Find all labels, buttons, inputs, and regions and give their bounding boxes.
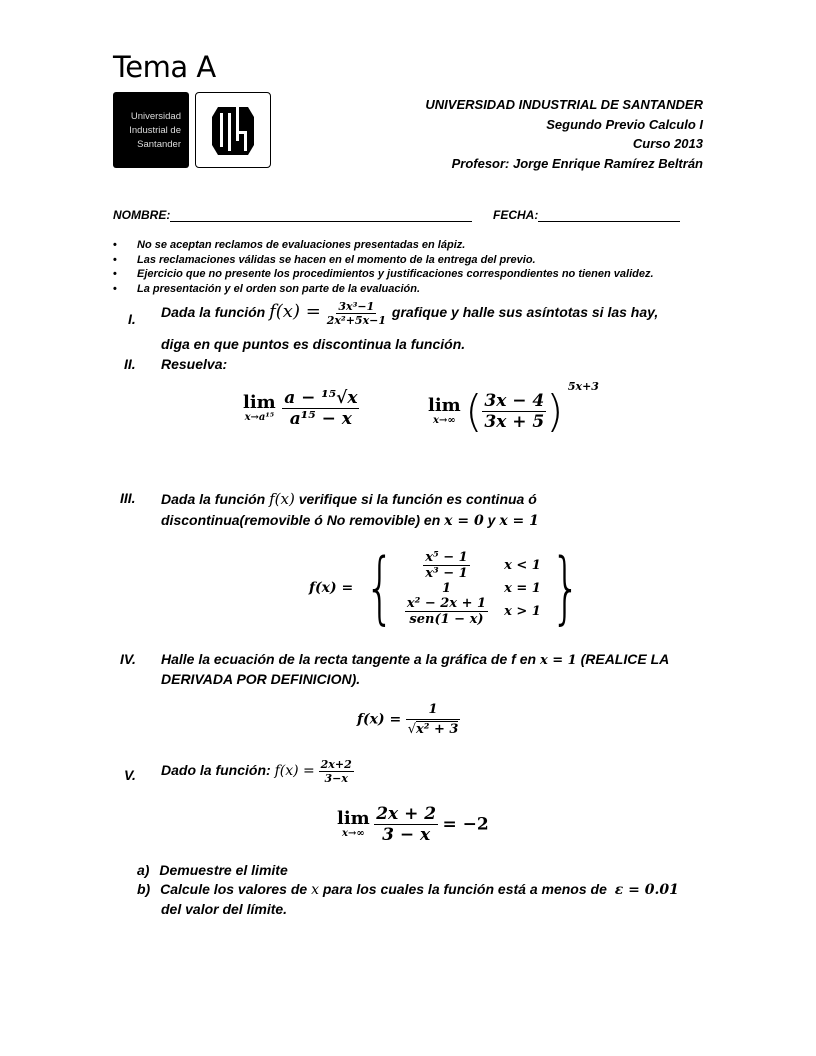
limit-operator [337,810,370,839]
lim-text: lim [428,395,461,416]
uis-emblem-icon [195,92,271,168]
q1-fraction [325,300,388,327]
uis-emblem-svg [196,93,270,167]
part-text: Demuestre el limite [159,862,288,878]
rule-item: • Las reclamaciones válidas se hacen en el momento de la entrega del previo. [113,253,654,268]
numerator: 3x³−1 [338,300,375,313]
lim-subscript: x→∞ [433,415,456,426]
date-label: FECHA: [493,208,539,222]
q1-text: Dada la función [161,304,266,321]
question-2: Resuelva: [161,356,228,372]
denominator: 2x²+5x−1 [326,314,387,327]
epsilon-value: ε = 0.01 [614,882,679,898]
limit-expression-1 [243,388,359,429]
question-1 [161,300,658,327]
rule-item: • Ejercicio que no presente los procedimientos y justificaciones correspondientes no tienen validez. [113,267,654,282]
right-paren: ) [546,386,564,437]
question-number: III. [120,490,136,506]
piecewise-cases [405,550,541,627]
denominator: 3−x [324,772,348,785]
denominator: 3 − x [382,825,431,845]
limit-result: = −2 [442,814,489,835]
limit-operator [428,397,461,426]
question-4 [161,651,669,668]
q1-text: grafique y halle sus asíntotas si las hay, [391,304,659,321]
case-condition: x = 1 [504,580,541,596]
piecewise-lhs: f(x) = [309,580,354,596]
q5-part-b [137,881,679,898]
exponent: 5x+3 [567,379,599,393]
q3-func: f(x) [269,490,295,508]
exam-name: Segundo Previo Calculo I [546,117,703,132]
left-paren: ( [465,386,483,437]
q4-point: x = 1 [539,653,577,668]
exam-version-title: Tema A [113,50,216,84]
part-variable: x [311,882,319,898]
q5-part-b-cont: del valor del límite. [161,901,288,917]
q3-text: discontinua(removible ó No removible) en [161,512,441,528]
question-5 [161,758,354,785]
q5-part-a [137,862,288,878]
denominator: 3x + 5 [484,412,545,432]
question-3 [161,490,537,508]
left-brace: { [365,543,395,633]
case-expression [405,596,488,627]
right-brace: } [550,543,581,633]
university-logo-text [113,92,189,168]
denominator: x³ − 1 [425,565,468,581]
q4-fraction [406,702,461,737]
part-label: b) [137,881,151,897]
limit-fraction [282,388,359,429]
rule-item: • La presentación y el orden son parte de la evaluación. [113,282,654,297]
question-4-cont: DERIVADA POR DEFINICION). [161,671,361,687]
part-text: para los cuales la función está a menos de [322,881,607,897]
piecewise-function [309,543,590,633]
numerator: 2x+2 [320,758,352,771]
q1-text-cont: diga en que puntos es discontinua la función. [161,336,466,352]
case-condition: x < 1 [504,557,541,573]
rules-list [113,238,654,297]
numerator: 1 [428,702,438,717]
q4-func: f(x) = [357,711,402,728]
q1-func: f(x) = [269,301,321,323]
lim-subscript: x→∞ [342,828,365,839]
limit-expression-2 [428,379,599,437]
question-number: II. [124,356,136,372]
lim-text: lim [337,808,370,829]
rule-item: • No se aceptan reclamos de evaluaciones presentadas en lápiz. [113,238,654,253]
radicand: x² + 3 [415,722,459,737]
lim-subscript: x→a¹⁵ [244,412,275,423]
case-expression [405,550,488,581]
limit-operator [243,394,276,423]
name-label: NOMBRE: [113,208,171,222]
lim-text: lim [243,392,276,413]
q4-text: (REALICE LA [580,651,670,667]
question-number: I. [128,311,136,327]
university-name: UNIVERSIDAD INDUSTRIAL DE SANTANDER [425,97,703,112]
denominator: sen(1 − x) [409,611,484,627]
q3-point: x = 0 [444,513,484,529]
numerator: x⁵ − 1 [425,549,468,565]
logo-text-line: Industrial de [129,125,181,136]
course-year: Curso 2013 [632,136,703,151]
numerator: x² − 2x + 1 [406,595,487,611]
professor-name: Profesor: Jorge Enrique Ramírez Beltrán [451,156,703,171]
q5-limit [337,804,489,845]
q5-text: Dado la función: [161,762,271,779]
denominator [406,719,461,737]
sqrt-icon: √ [407,722,416,737]
q3-point: x = 1 [499,513,539,529]
numerator: a − ¹⁵√x [284,388,358,408]
numerator: 2x + 2 [376,804,437,824]
logo-text-line: Universidad [130,111,181,122]
question-number: V. [124,767,136,783]
q4-function [357,702,460,737]
question-number: IV. [120,651,136,667]
q5-fraction [319,758,354,785]
numerator: 3x − 4 [484,391,545,411]
name-blank-line[interactable] [170,209,472,222]
q3-text: Dada la función [161,491,266,507]
question-3-cont [161,512,539,529]
name-date-row [113,208,680,222]
logo-text-line: Santander [137,139,181,150]
q4-text: Halle la ecuación de la recta tangente a la gráfica de f en [161,651,537,667]
case-expression: 1 [441,580,451,596]
q3-text: verifique si la función es continua ó [298,491,537,507]
date-blank-line[interactable] [538,209,680,222]
case-condition: x > 1 [504,603,541,619]
limit-fraction [482,391,546,432]
q3-text: y [487,512,496,528]
part-label: a) [137,862,150,878]
limit-fraction [374,804,438,845]
q5-func: f(x) = [274,763,315,780]
part-text: Calcule los valores de [160,881,308,897]
denominator: a¹⁵ − x [289,409,352,429]
